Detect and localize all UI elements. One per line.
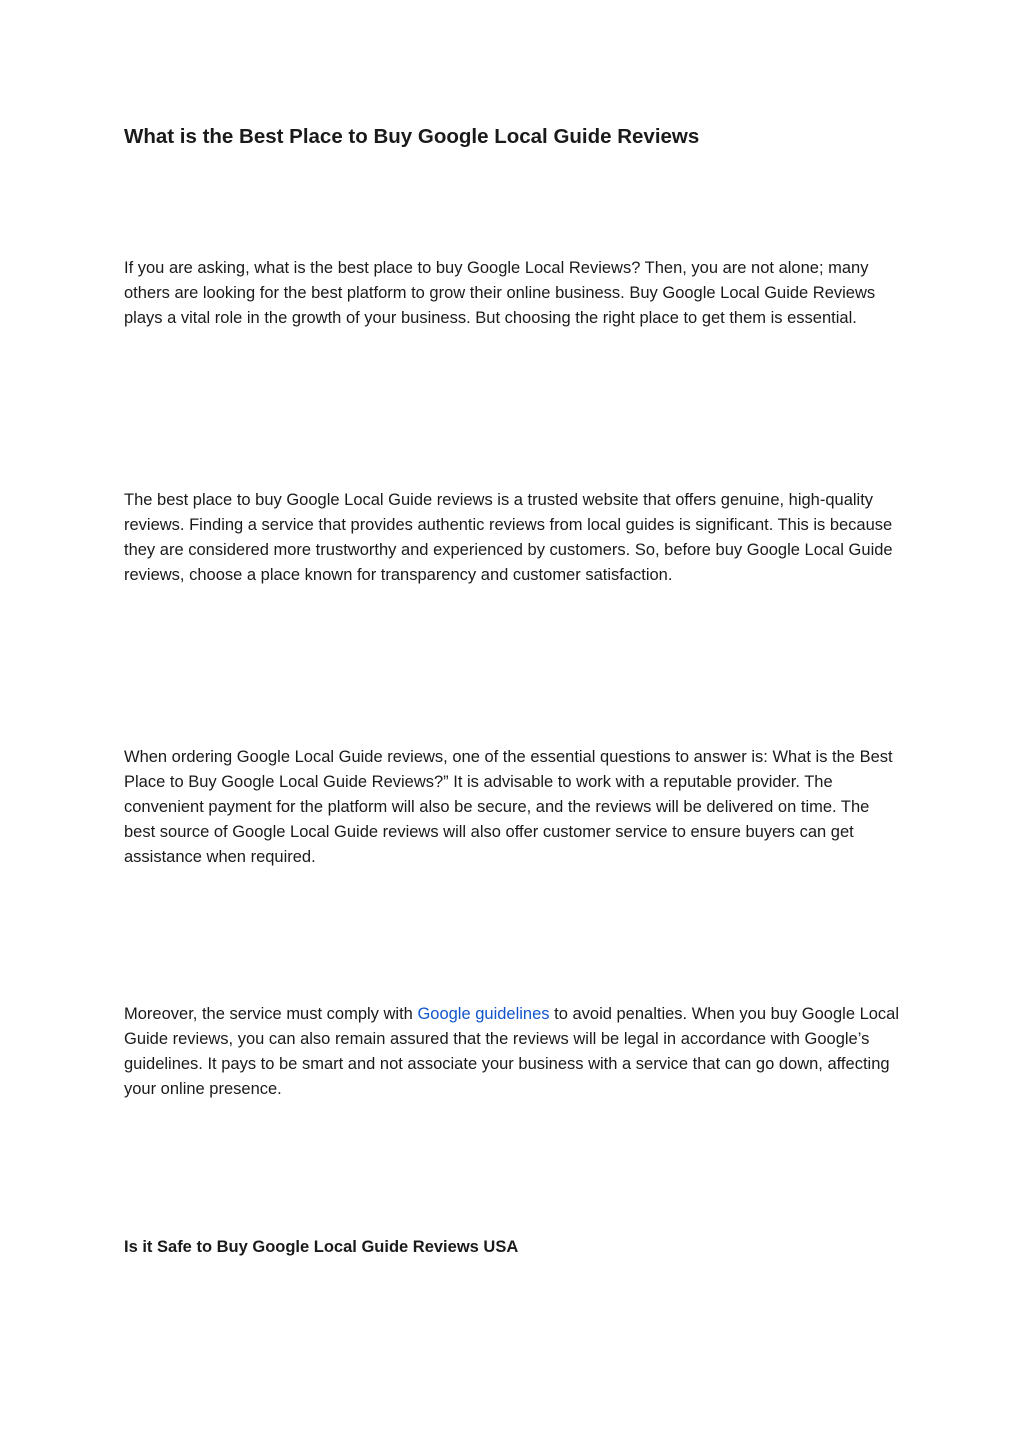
paragraph-best-place: The best place to buy Google Local Guide reviews is a trusted website that offers genuine, high-quality reviews. Finding a service that provides authentic reviews from local guides is significant. This is because they are considered more trustworthy and experienced by customers. So, before buy Google Local Guide reviews, choose a place known for transparency and customer satisfaction. — [124, 491, 893, 584]
paragraph-guidelines — [124, 1002, 900, 1102]
paragraph-intro: If you are asking, what is the best place to buy Google Local Reviews? Then, you are not alone; many others are looking for the best platform to grow their online business. Buy Google Local Guide Reviews plays a vital role in the growth of your business. But choosing the right place to get them is essential. — [124, 259, 876, 327]
paragraph-guidelines-text-after: to avoid penalties. When you buy Google Local Guide reviews, you can also remain assured that the reviews will be legal in accordance with Google’s guidelines. It pays to be smart and not associate your business with a service that can go down, affecting your online presence. — [124, 1005, 900, 1098]
section-heading-safety: Is it Safe to Buy Google Local Guide Reviews USA — [124, 1238, 519, 1256]
paragraph-ordering: When ordering Google Local Guide reviews, one of the essential questions to answer is: What is the Best Place to Buy Google Local Guide Reviews?” It is advisable to work with a reputable provider. The convenient payment for the platform will also be secure, and the reviews will be delivered on time. The best source of Google Local Guide reviews will also offer customer service to ensure buyers can get assistance when required. — [124, 748, 893, 866]
paragraph-guidelines-text-before: Moreover, the service must comply with — [124, 1005, 418, 1023]
google-guidelines-link[interactable]: Google guidelines — [417, 1005, 550, 1023]
page-title: What is the Best Place to Buy Google Local Guide Reviews — [124, 125, 700, 148]
